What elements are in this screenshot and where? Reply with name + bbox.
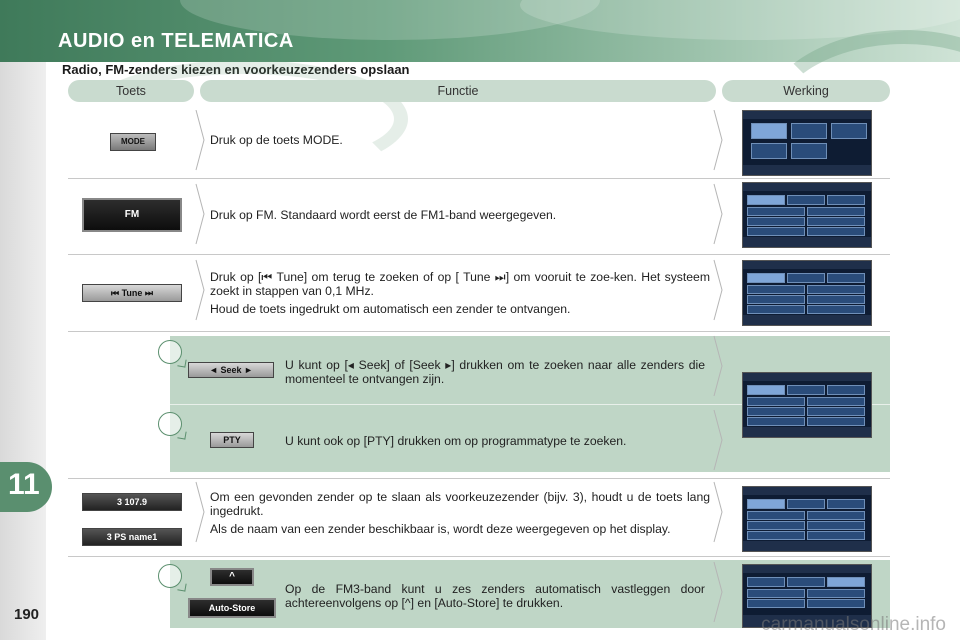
row-tune-text-2: Houd de toets ingedrukt om automatisch een zender te ontvangen. [210, 302, 571, 316]
chapter-number: 11 [8, 468, 40, 501]
preset-screen-thumbnail [742, 486, 872, 552]
page-title: AUDIO en TELEMATICA [58, 30, 294, 52]
row-pty-text: U kunt ook op [PTY] drukken om op programmatype te zoeken. [285, 434, 627, 448]
row-mode-text: Druk op de toets MODE. [210, 133, 343, 147]
row-seek-text: U kunt op [◂ Seek] of [Seek ▸] drukken om te zoeken naar alle zenders die momenteel te ontvangen zijn. [285, 358, 705, 386]
fm-button: FM [82, 198, 182, 232]
column-header-toets: Toets [68, 80, 194, 102]
watermark: carmanualsonline.info [761, 614, 946, 635]
tune-screen-thumbnail [742, 260, 872, 326]
row-fm-text: Druk op FM. Standaard wordt eerst de FM1-band weergegeven. [210, 208, 557, 222]
mode-button: MODE [110, 133, 156, 151]
auto-store-button: Auto-Store [188, 598, 276, 618]
page-number: 190 [14, 606, 40, 623]
note-bubble-icon [158, 340, 182, 364]
row-autostore-text: Op de FM3-band kunt u zes zenders automatisch vastleggen door achtereenvolgens op [^] en [Auto-Store] te drukken. [285, 582, 705, 610]
row-tune-text-1: Druk op [⏮ Tune] om terug te zoeken of op [ Tune ⏭] om vooruit te zoe-ken. Het systeem zoekt in stappen van 0,1 MHz. [210, 270, 710, 298]
column-header-werking: Werking [722, 80, 890, 102]
note-bubble-icon [158, 564, 182, 588]
row-preset-text-2: Als de naam van een zender beschikbaar is, wordt deze weergegeven op het display. [210, 522, 671, 536]
pty-button: PTY [210, 432, 254, 448]
preset-name-button: 3 PS name1 [82, 528, 182, 546]
column-header-functie: Functie [200, 80, 716, 102]
preset-frequency-button: 3 107.9 [82, 493, 182, 511]
fm-screen-thumbnail [742, 182, 872, 248]
note-bubble-icon [158, 412, 182, 436]
row-preset-text-1: Om een gevonden zender op te slaan als voorkeuzezender (bijv. 3), houdt u de toets lang ingedrukt. [210, 490, 710, 518]
section-title: Radio, FM-zenders kiezen en voorkeuzezenders opslaan [62, 62, 410, 77]
seek-screen-thumbnail [742, 372, 872, 438]
mode-screen-thumbnail [742, 110, 872, 176]
column-divider-chevrons [190, 110, 730, 630]
page-margin-strip [0, 62, 46, 640]
seek-button: ◄ Seek ► [188, 362, 274, 378]
up-arrow-button: ^ [210, 568, 254, 586]
tune-button: ⏮ Tune ⏭ [82, 284, 182, 302]
